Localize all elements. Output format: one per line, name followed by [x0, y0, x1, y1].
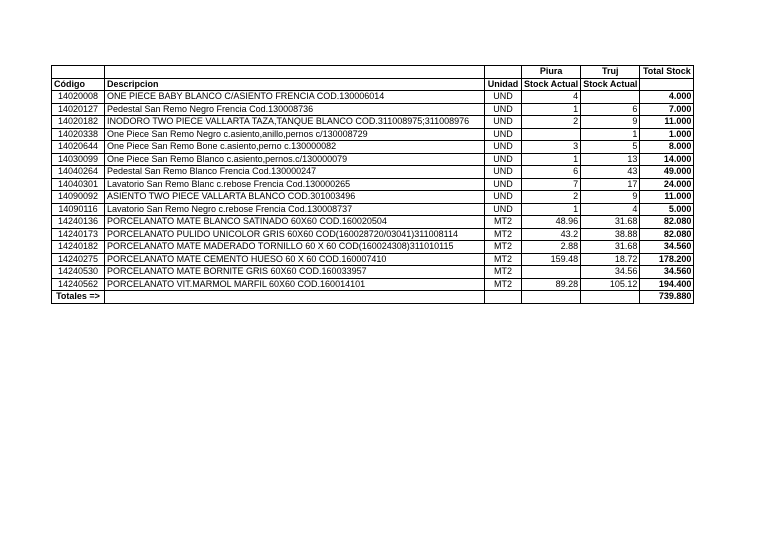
cell-codigo: 14240275 — [52, 253, 105, 266]
cell-unidad: UND — [485, 191, 522, 204]
cell-total: 11.000 — [640, 116, 694, 129]
table-row — [52, 116, 694, 129]
cell-descripcion: PORCELANATO VIT.MARMOL MARFIL 60X60 COD.160014101 — [105, 278, 485, 291]
table-row — [52, 178, 694, 191]
cell-total: 5.000 — [640, 203, 694, 216]
cell-truj: 9 — [581, 116, 640, 129]
cell-unidad: UND — [485, 178, 522, 191]
cell-descripcion: PORCELANATO PULIDO UNICOLOR GRIS 60X60 COD(160028720/03041)311008114 — [105, 228, 485, 241]
table-row — [52, 91, 694, 104]
cell-piura: 2 — [522, 116, 581, 129]
cell-descripcion: One Piece San Remo Blanco c.asiento,pernos.c/130000079 — [105, 153, 485, 166]
header-piura: Piura — [522, 66, 581, 79]
header-empty-cell — [52, 66, 105, 79]
totals-value: 739.880 — [640, 291, 694, 304]
cell-descripcion: Pedestal San Remo Negro Frencia Cod.130008736 — [105, 103, 485, 116]
cell-total: 82.080 — [640, 216, 694, 229]
cell-descripcion: One Piece San Remo Negro c.asiento,anillo,pernos c/130008729 — [105, 128, 485, 141]
cell-truj: 105.12 — [581, 278, 640, 291]
header-stock-actual-truj: Stock Actual — [581, 78, 640, 91]
cell-piura: 3 — [522, 141, 581, 154]
cell-descripcion: One Piece San Remo Bone c.asiento,perno c.130000082 — [105, 141, 485, 154]
header-empty-cell — [485, 66, 522, 79]
cell-codigo: 14020644 — [52, 141, 105, 154]
cell-codigo: 14020338 — [52, 128, 105, 141]
cell-truj: 13 — [581, 153, 640, 166]
table-row — [52, 253, 694, 266]
cell-piura — [522, 266, 581, 279]
cell-unidad: UND — [485, 141, 522, 154]
cell-piura: 43.2 — [522, 228, 581, 241]
cell-total: 1.000 — [640, 128, 694, 141]
cell-truj: 18.72 — [581, 253, 640, 266]
cell-codigo: 14020008 — [52, 91, 105, 104]
header-row-columns — [52, 78, 694, 91]
totals-empty-cell — [105, 291, 485, 304]
cell-truj: 34.56 — [581, 266, 640, 279]
cell-total: 4.000 — [640, 91, 694, 104]
table-row — [52, 103, 694, 116]
table-row — [52, 241, 694, 254]
cell-codigo: 14240562 — [52, 278, 105, 291]
header-codigo: Código — [52, 78, 105, 91]
cell-descripcion: INODORO TWO PIECE VALLARTA TAZA,TANQUE BLANCO COD.311008975;311008976 — [105, 116, 485, 129]
cell-truj: 17 — [581, 178, 640, 191]
header-descripcion: Descripcion — [105, 78, 485, 91]
cell-descripcion: PORCELANATO MATE BORNITE GRIS 60X60 COD.160033957 — [105, 266, 485, 279]
header-truj: Truj — [581, 66, 640, 79]
cell-piura: 48.96 — [522, 216, 581, 229]
cell-codigo: 14090092 — [52, 191, 105, 204]
cell-unidad: UND — [485, 128, 522, 141]
cell-descripcion: ONE PIECE BABY BLANCO C/ASIENTO FRENCIA COD.130006014 — [105, 91, 485, 104]
cell-codigo: 14030099 — [52, 153, 105, 166]
table-row — [52, 191, 694, 204]
cell-unidad: MT2 — [485, 266, 522, 279]
cell-piura: 1 — [522, 103, 581, 116]
cell-piura: 2 — [522, 191, 581, 204]
header-unidad: Unidad — [485, 78, 522, 91]
cell-truj: 31.68 — [581, 241, 640, 254]
cell-piura: 1 — [522, 153, 581, 166]
cell-truj: 5 — [581, 141, 640, 154]
cell-unidad: UND — [485, 116, 522, 129]
cell-codigo: 14240182 — [52, 241, 105, 254]
cell-descripcion: Pedestal San Remo Blanco Frencia Cod.130000247 — [105, 166, 485, 179]
cell-total: 49.000 — [640, 166, 694, 179]
cell-truj: 43 — [581, 166, 640, 179]
header-row-stores — [52, 66, 694, 79]
cell-truj: 38.88 — [581, 228, 640, 241]
cell-total: 34.560 — [640, 241, 694, 254]
cell-truj: 31.68 — [581, 216, 640, 229]
cell-descripcion: PORCELANATO MATE MADERADO TORNILLO 60 X 60 COD(160024308)311010115 — [105, 241, 485, 254]
cell-piura: 6 — [522, 166, 581, 179]
cell-truj: 1 — [581, 128, 640, 141]
cell-total: 24.000 — [640, 178, 694, 191]
cell-unidad: UND — [485, 203, 522, 216]
table-row — [52, 278, 694, 291]
cell-descripcion: PORCELANATO MATE BLANCO SATINADO 60X60 COD.160020504 — [105, 216, 485, 229]
cell-unidad: MT2 — [485, 241, 522, 254]
header-total-stock: Total Stock — [640, 66, 694, 79]
cell-unidad: UND — [485, 103, 522, 116]
table-row — [52, 228, 694, 241]
cell-descripcion: ASIENTO TWO PIECE VALLARTA BLANCO COD.301003496 — [105, 191, 485, 204]
header-stock-actual-piura: Stock Actual — [522, 78, 581, 91]
cell-piura — [522, 128, 581, 141]
table-row — [52, 153, 694, 166]
table-row — [52, 128, 694, 141]
cell-codigo: 14040264 — [52, 166, 105, 179]
table-row — [52, 141, 694, 154]
cell-piura: 7 — [522, 178, 581, 191]
cell-unidad: MT2 — [485, 278, 522, 291]
cell-truj — [581, 91, 640, 104]
cell-total: 178.200 — [640, 253, 694, 266]
cell-truj: 4 — [581, 203, 640, 216]
cell-piura: 159.48 — [522, 253, 581, 266]
cell-unidad: UND — [485, 166, 522, 179]
cell-codigo: 14240530 — [52, 266, 105, 279]
cell-unidad: UND — [485, 153, 522, 166]
table-row — [52, 216, 694, 229]
totals-row — [52, 291, 694, 304]
cell-codigo: 14040301 — [52, 178, 105, 191]
cell-codigo: 14020127 — [52, 103, 105, 116]
table-row — [52, 266, 694, 279]
cell-unidad: MT2 — [485, 216, 522, 229]
totals-empty-cell — [485, 291, 522, 304]
cell-piura: 4 — [522, 91, 581, 104]
cell-total: 14.000 — [640, 153, 694, 166]
totals-label: Totales => — [52, 291, 105, 304]
cell-unidad: MT2 — [485, 228, 522, 241]
cell-descripcion: PORCELANATO MATE CEMENTO HUESO 60 X 60 COD.160007410 — [105, 253, 485, 266]
cell-descripcion: Lavatorio San Remo Negro c.rebose Frencia Cod.130008737 — [105, 203, 485, 216]
cell-total: 194.400 — [640, 278, 694, 291]
table-row — [52, 203, 694, 216]
cell-total: 11.000 — [640, 191, 694, 204]
cell-total: 8.000 — [640, 141, 694, 154]
cell-piura: 1 — [522, 203, 581, 216]
cell-unidad: UND — [485, 91, 522, 104]
cell-codigo: 14240136 — [52, 216, 105, 229]
cell-truj: 9 — [581, 191, 640, 204]
header-empty-cell — [640, 78, 694, 91]
table-row — [52, 166, 694, 179]
cell-total: 82.080 — [640, 228, 694, 241]
cell-total: 34.560 — [640, 266, 694, 279]
cell-piura: 89.28 — [522, 278, 581, 291]
cell-codigo: 14240173 — [52, 228, 105, 241]
cell-piura: 2.88 — [522, 241, 581, 254]
cell-descripcion: Lavatorio San Remo Blanc c.rebose Frencia Cod.130000265 — [105, 178, 485, 191]
cell-truj: 6 — [581, 103, 640, 116]
totals-empty-cell — [522, 291, 581, 304]
cell-unidad: MT2 — [485, 253, 522, 266]
totals-empty-cell — [581, 291, 640, 304]
header-empty-cell — [105, 66, 485, 79]
stock-table — [51, 65, 694, 304]
cell-total: 7.000 — [640, 103, 694, 116]
cell-codigo: 14090116 — [52, 203, 105, 216]
cell-codigo: 14020182 — [52, 116, 105, 129]
